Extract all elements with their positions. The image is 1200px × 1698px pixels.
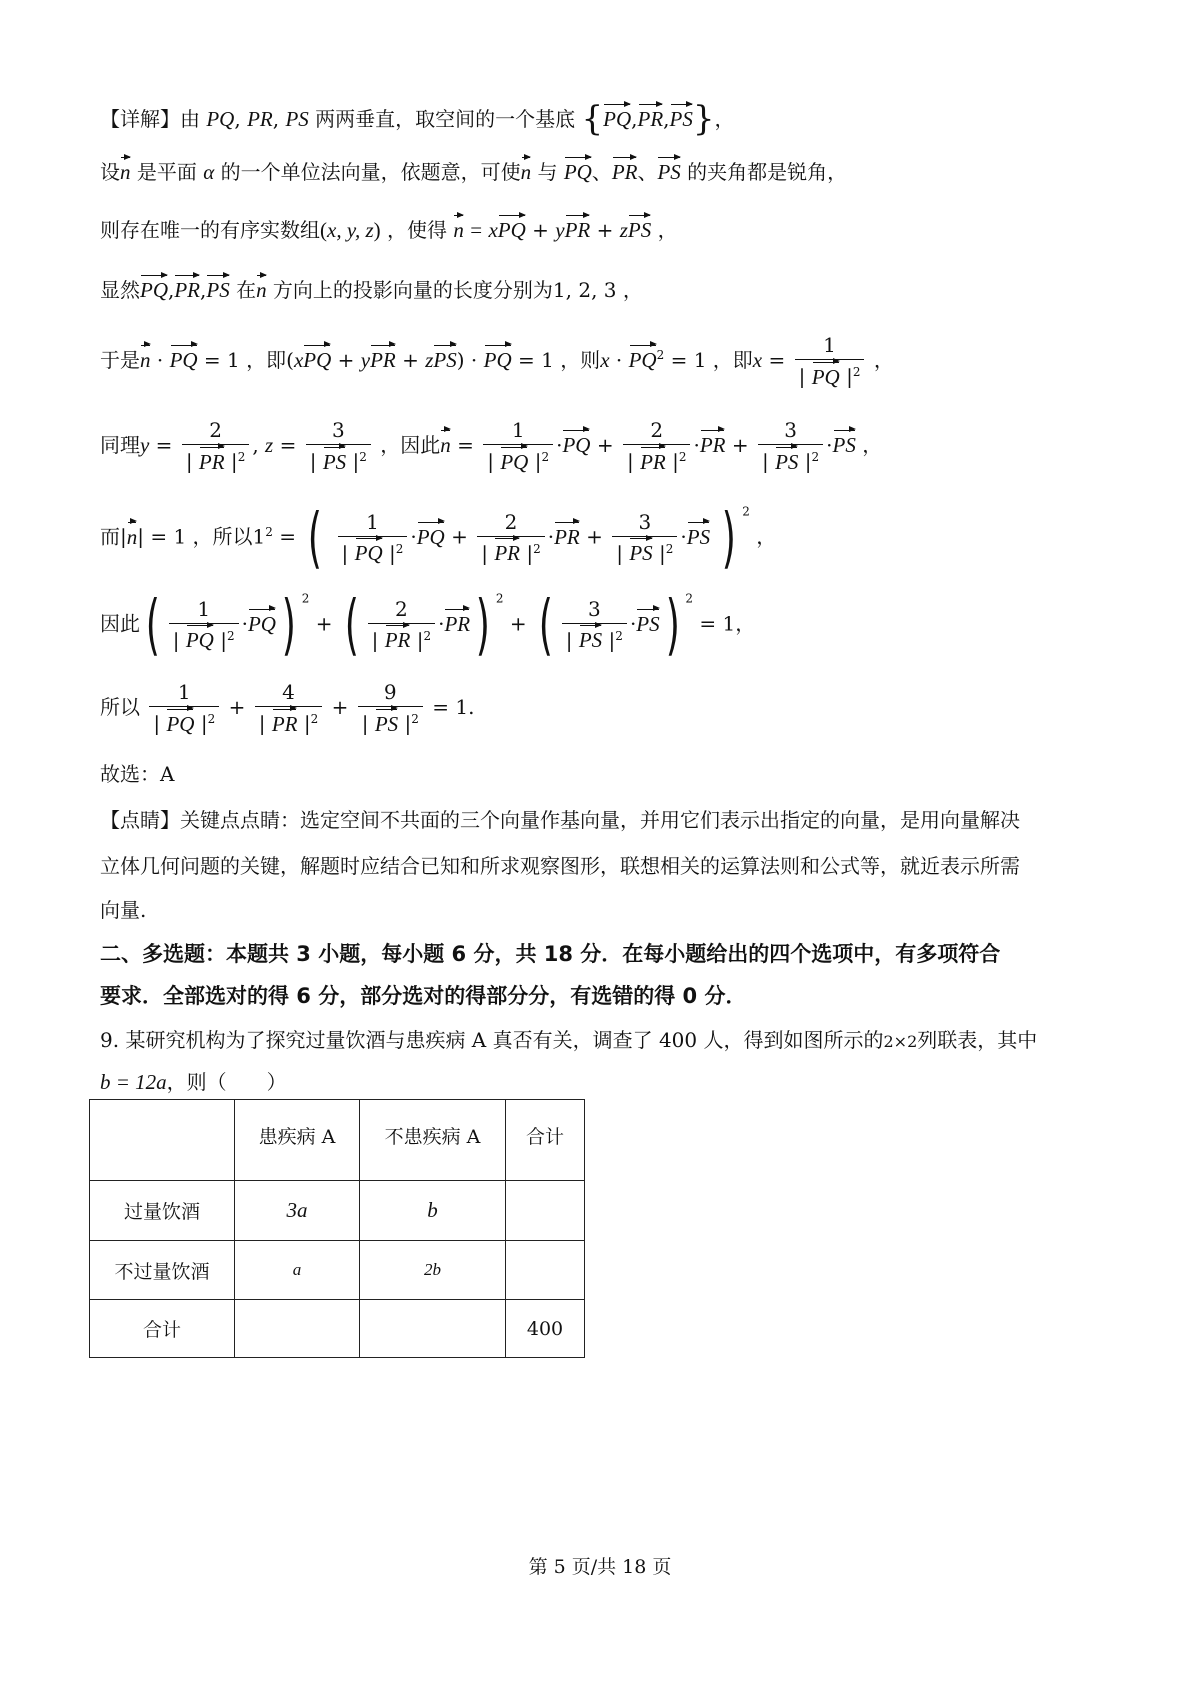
solution-line-6: 同理y = $\frac{2}{| PR |^2}$ , z = $\frac{3}{| PS |^2}$ ，因此n = $\frac{1}{| PQ |^2}$ ·PQ + $\frac{2}{| PR |^2}$ ·PR + $\frac{3}{| PS |^2}$ ·PS ， [100,418,883,474]
table-cell [360,1300,506,1358]
answer-line: 故选：A [100,762,175,786]
table-row [90,1241,585,1300]
table-header-row [90,1100,585,1181]
solution-line-9: 所以 $\frac{1}{| PQ |^2}$ + $\frac{4}{| PR |^2}$ + $\frac{9}{| PS |^2}$ = 1. [100,680,475,736]
table-cell: 400 [506,1300,585,1358]
table-cell [506,1181,585,1241]
table-cell: 2b [360,1241,506,1300]
solution-line-7: 而|n| = 1 ，所以$1^2$ = ( $\frac{1}{| PQ |^2}$ ·PQ + $\frac{2}{| PR |^2}$ ·PR + $\frac{3}{| PS |^2}$ ·PS ) $^2$ ， [100,499,777,576]
table-header-cell: 患疾病 A [235,1100,360,1181]
solution-line-3: 则存在唯一的有序实数组(x, y, z) ，使得 n = xPQ + yPR + zPS ， [100,218,678,242]
solution-line-5: 于是n · PQ = 1 ，即(xPQ + yPR + zPS) · PQ = 1 ，则$x \cdot PQ^2 = 1$ ，即x = $\frac{1}{| PQ |^2}$ ， [100,333,894,389]
table-row [90,1181,585,1241]
comment-line-3: 向量. [100,898,147,922]
section-heading-line-2: 要求．全部选对的得 6 分，部分选对的得部分分，有选错的得 0 分． [100,984,747,1008]
solution-line-4: 显然PQ,PR,PS 在n 方向上的投影向量的长度分别为1, 2, 3 ， [100,278,643,302]
solution-line-1: 【详解】由 PQ, PR, PS 两两垂直，取空间的一个基底 {PQ,PR,PS}， [100,99,735,139]
detail-tag: 【详解】 [100,107,180,131]
table-cell: 3a [235,1181,360,1241]
table-header-cell [90,1100,235,1181]
comment-line-2: 立体几何问题的关键，解题时应结合已知和所求观察图形，联想相关的运算法则和公式等，就近表示所需 [100,854,1020,878]
table-row [90,1300,585,1358]
table-cell [235,1300,360,1358]
table-header-cell: 合计 [506,1100,585,1181]
question-9-line-1: 9. 某研究机构为了探究过量饮酒与患疾病 A 真否有关，调查了 400 人，得到如图所示的2×2列联表，其中 [100,1028,1038,1052]
comment-line-1: 【点睛】关键点点睛：选定空间不共面的三个向量作基向量，并用它们表示出指定的向量，是用向量解决 [100,808,1020,832]
page-footer: 第 5 页/共 18 页 [528,1556,672,1578]
solution-line-2: 设n 是平面 α 的一个单位法向量，依题意，可使n 与 PQ、PR、PS 的夹角都是锐角， [100,160,848,184]
solution-line-8: 因此( $\frac{1}{| PQ |^2}$ ·PQ) $^2$ + ( $\frac{2}{| PR |^2}$ ·PR) $^2$ + ( $\frac{3}{| PS |^2}$ ·PS) $^2$ = 1， [100,586,756,663]
question-9-line-2: b = 12a，则（ ） [100,1070,287,1094]
table-cell: b [360,1181,506,1241]
section-heading-line-1: 二、多选题：本题共 3 小题，每小题 6 分，共 18 分．在每小题给出的四个选项中，有多项符合 [100,942,1001,966]
table-cell [506,1241,585,1300]
table-cell: 过量饮酒 [90,1181,235,1241]
table-cell: 合计 [90,1300,235,1358]
table-cell: a [235,1241,360,1300]
table-cell: 不过量饮酒 [90,1241,235,1300]
contingency-table [89,1099,585,1358]
table-header-cell: 不患疾病 A [360,1100,506,1181]
